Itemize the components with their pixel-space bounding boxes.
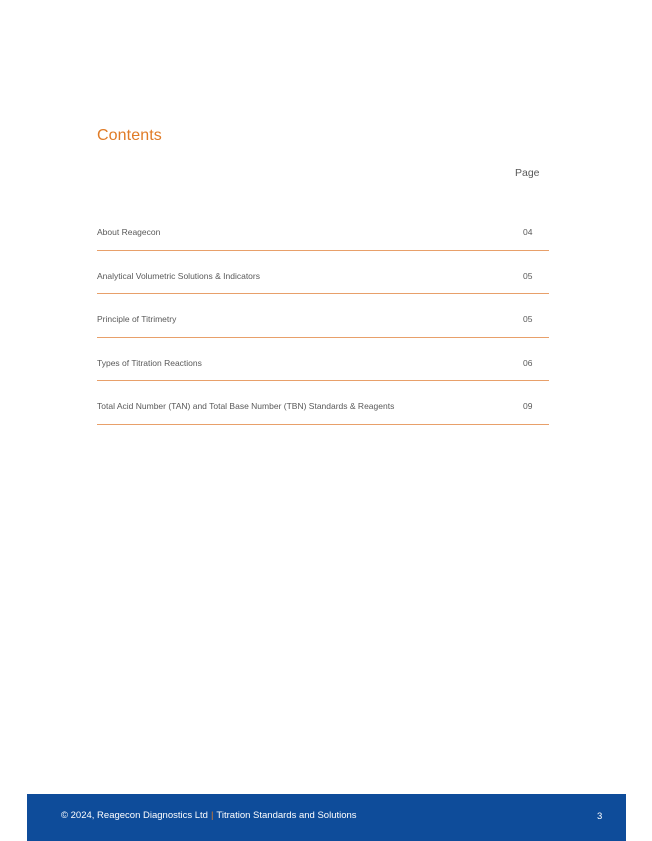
footer-text [61,810,357,821]
footer-copyright: © 2024, Reagecon Diagnostics Ltd [61,810,208,821]
toc-entry-page: 06 [523,357,533,368]
toc-entry-analytical-volumetric-solutions[interactable] [97,251,549,295]
toc-entry-about-reagecon[interactable] [97,207,549,251]
toc-entry-label: Principle of Titrimetry [97,314,177,324]
toc-entry-label: Total Acid Number (TAN) and Total Base Number (TBN) Standards & Reagents [97,401,395,411]
page-footer [27,794,626,841]
toc-entry-label: Analytical Volumetric Solutions & Indicators [97,270,260,281]
toc-entry-label: Types of Titration Reactions [97,357,202,368]
footer-separator: | [210,810,214,821]
page-title: Contents [97,127,162,144]
page-column-header: Page [515,167,540,179]
toc-entry-page: 09 [523,401,533,411]
toc-entry-types-of-titration-reactions[interactable] [97,338,549,382]
toc-entry-label: About Reagecon [97,227,161,237]
footer-page-number: 3 [597,811,603,822]
toc-entry-page: 05 [523,270,533,281]
toc-entry-page: 05 [523,314,533,324]
toc-entry-principle-of-titrimetry[interactable] [97,294,549,338]
footer-document-title: Titration Standards and Solutions [216,810,357,821]
table-of-contents [97,207,549,425]
toc-entry-page: 04 [523,227,533,237]
toc-entry-tan-tbn-standards[interactable] [97,381,549,425]
